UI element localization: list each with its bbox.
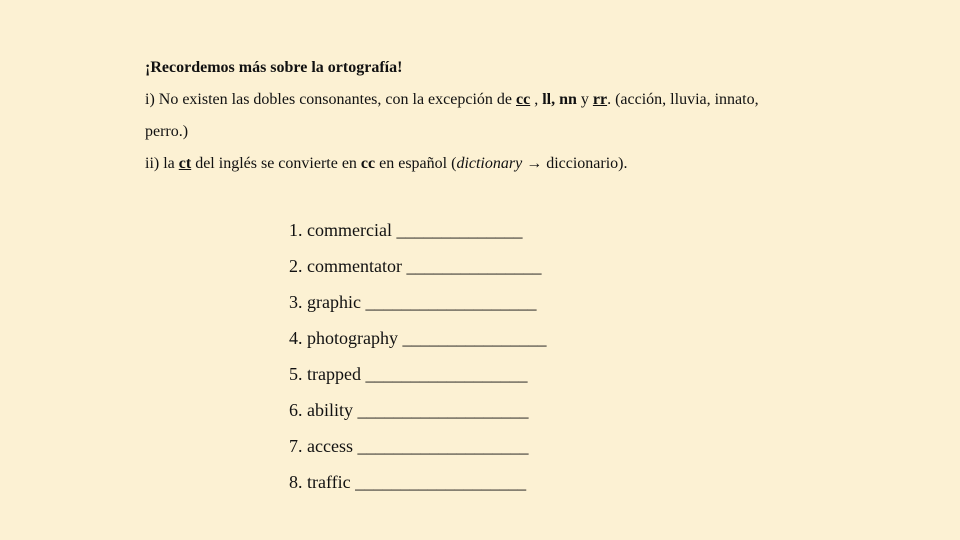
exercise-item: 8. traffic ___________________: [289, 472, 527, 492]
rule-1-rr: rr: [592, 91, 608, 108]
exercise-item: 1. commercial ______________: [289, 220, 523, 240]
rule-2-cc: cc: [360, 155, 376, 172]
rule-2-middle: del inglés se convierte en: [195, 155, 357, 172]
rule-1-prefix: i) No existen las dobles consonantes, con la excepción de: [145, 91, 512, 108]
exercise-list: [289, 214, 546, 502]
rule-1-ll: ll,: [542, 91, 556, 108]
exercise-item: 6. ability ___________________: [289, 400, 529, 420]
exercise-item: 4. photography ________________: [289, 328, 547, 348]
rule-2-ct: ct: [178, 155, 192, 172]
rule-1-nn: nn: [559, 91, 577, 108]
rule-1: [145, 84, 865, 116]
rule-2: [145, 148, 865, 180]
rule-1-examples: . (acción, lluvia, innato,: [607, 91, 759, 108]
rule-2-prefix: ii) la: [145, 155, 175, 172]
spelling-rules: [145, 52, 865, 180]
rule-2-arrow: → diccionario).: [522, 155, 628, 172]
slide-title: ¡Recordemos más sobre la ortografía!: [145, 59, 403, 76]
rule-2-middle2: en español (: [379, 155, 457, 172]
rule-2-example-en: dictionary: [456, 155, 523, 172]
exercise-item: 2. commentator _______________: [289, 256, 542, 276]
rule-1-cc: cc: [516, 91, 531, 108]
rule-1-y: y: [580, 91, 589, 108]
exercise-item: 5. trapped __________________: [289, 364, 528, 384]
exercise-item: 7. access ___________________: [289, 436, 529, 456]
rule-1-sep: ,: [534, 91, 539, 108]
exercise-item: 3. graphic ___________________: [289, 292, 537, 312]
rule-1-continuation: perro.): [145, 123, 189, 140]
